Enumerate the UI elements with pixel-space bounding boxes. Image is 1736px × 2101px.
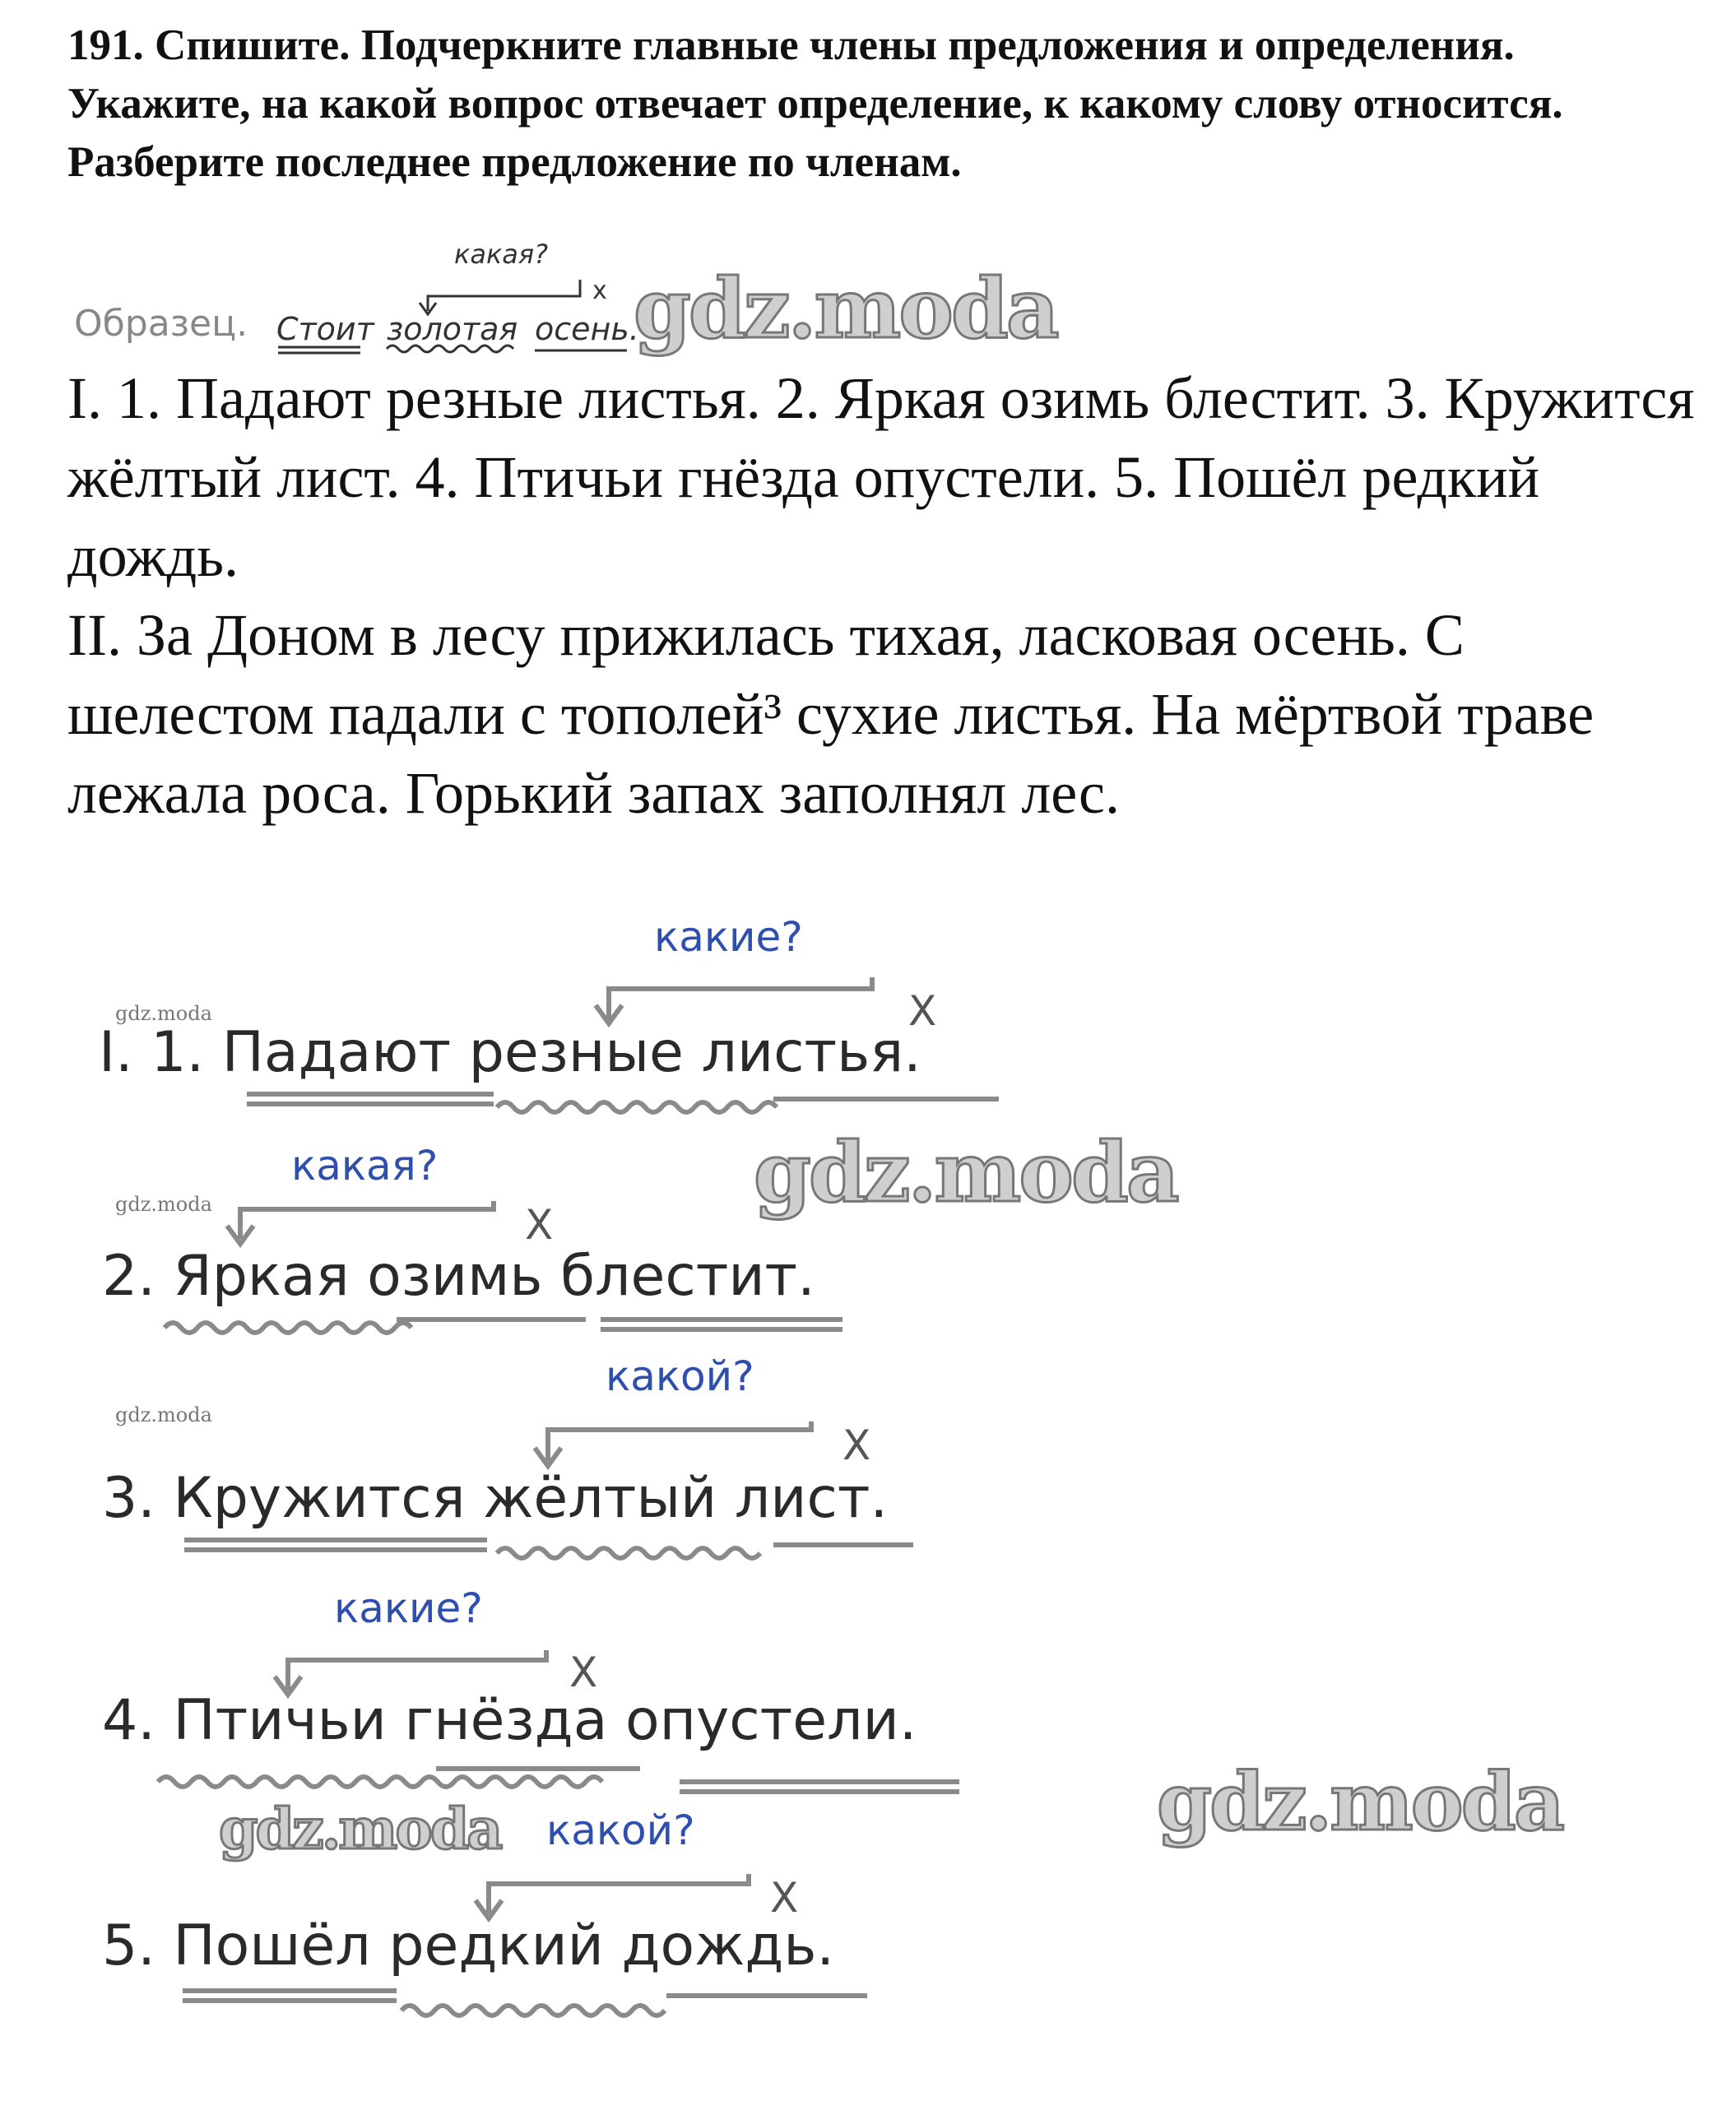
question-label: какой? xyxy=(606,1352,754,1400)
x-mark: Х xyxy=(842,1422,871,1469)
sample-word-attribute: золотая xyxy=(387,311,518,347)
answer-sentence: 3. Кружится жёлтый лист. xyxy=(102,1466,889,1531)
sample-word-subject: осень. xyxy=(535,311,639,347)
x-mark: Х xyxy=(525,1201,554,1249)
question-label: какие? xyxy=(334,1584,483,1632)
question-label: какой? xyxy=(546,1806,695,1854)
x-mark: Х xyxy=(569,1649,598,1696)
watermark-small: gdz.moda xyxy=(115,1403,212,1426)
x-mark: Х xyxy=(770,1874,799,1922)
answer-sentence: 5. Пошёл редкий дождь. xyxy=(102,1913,835,1978)
question-label: какие? xyxy=(654,913,803,961)
task-heading: 191. Спишите. Подчеркните главные члены предложения и определения. Укажите, на какой вопрос отвечает определение, к какому слову относится. Разберите последнее предложение по членам. xyxy=(67,21,1563,186)
answer-sentence: I. 1. Падают резные листья. xyxy=(99,1020,921,1085)
watermark: gdz.moda xyxy=(634,260,1057,357)
x-mark: Х xyxy=(908,987,937,1035)
exercise-part-2: II. За Доном в лесу прижилась тихая, ласковая осень. С шелестом падали с тополей³ сухие листья. На мёртвой траве лежала роса. Горький запах заполнял лес. xyxy=(67,602,1594,826)
watermark-small: gdz.moda xyxy=(115,1193,212,1216)
answer-sentence: 4. Птичьи гнёзда опустели. xyxy=(102,1688,917,1753)
watermark: gdz.moda xyxy=(754,1124,1177,1221)
answer-sentence: 2. Яркая озимь блестит. xyxy=(102,1244,815,1309)
watermark: gdz.moda xyxy=(1157,1755,1563,1848)
question-label: какая? xyxy=(291,1142,439,1190)
watermark: gdz.moda xyxy=(219,1797,501,1862)
sample-label: Образец. xyxy=(74,303,248,345)
watermark-small: gdz.moda xyxy=(115,1002,212,1025)
sample-question: какая? xyxy=(454,239,549,270)
sample-word-predicate: Стоит xyxy=(276,311,374,347)
exercise-part-1: I. 1. Падают резные листья. 2. Яркая озимь блестит. 3. Кружится жёлтый лист. 4. Птичьи гнёзда опустели. 5. Пошёл редкий дождь. xyxy=(67,365,1695,589)
sample-x-mark: х xyxy=(592,276,607,305)
